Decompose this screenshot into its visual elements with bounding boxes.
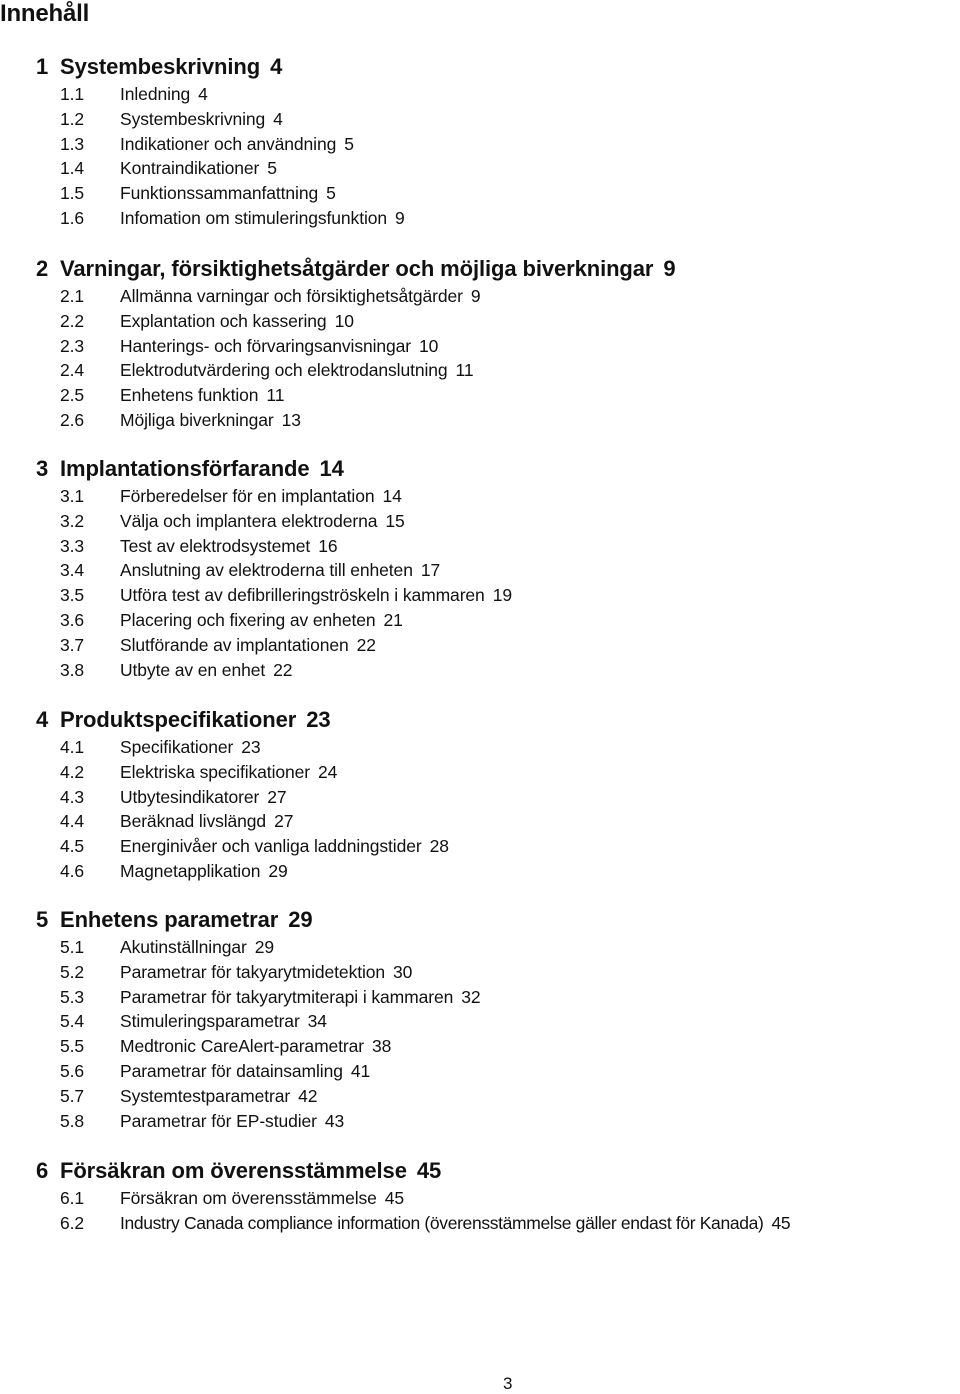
section-title: Slutförande av implantationen — [120, 634, 349, 655]
chapter-heading[interactable] — [36, 905, 960, 935]
toc-section[interactable] — [36, 206, 960, 231]
section-page-number: 23 — [241, 737, 261, 757]
toc-section[interactable] — [36, 658, 960, 683]
section-page-number: 11 — [455, 360, 474, 381]
toc-section[interactable] — [36, 735, 960, 760]
section-number: 2.5 — [60, 385, 85, 406]
section-number: 3.8 — [60, 659, 85, 680]
chapter-heading[interactable] — [36, 1156, 960, 1186]
section-title: Test av elektrodsystemet — [120, 535, 311, 556]
section-page-number: 22 — [273, 659, 293, 680]
section-page-number: 5 — [344, 133, 354, 154]
toc-chapter-2 — [36, 254, 960, 433]
toc-section[interactable] — [36, 633, 960, 658]
toc-section[interactable] — [36, 309, 960, 334]
section-page-number: 10 — [419, 335, 439, 356]
section-title: Möjliga biverkningar — [120, 409, 274, 430]
section-title: Utbytesindikatorer — [120, 786, 260, 807]
toc-chapter-1 — [36, 52, 960, 231]
toc-section[interactable] — [36, 107, 960, 132]
toc-section[interactable] — [36, 334, 960, 359]
toc-chapter-5 — [36, 905, 960, 1133]
toc-section[interactable] — [36, 785, 960, 810]
toc-section[interactable] — [36, 156, 960, 181]
toc-section[interactable] — [36, 985, 960, 1010]
section-page-number: 21 — [383, 609, 403, 630]
chapter-number: 6 — [36, 1158, 49, 1183]
section-title: Kontraindikationer — [120, 158, 260, 179]
section-page-number: 43 — [324, 1110, 345, 1131]
chapter-page-number: 29 — [288, 907, 313, 932]
section-page-number: 27 — [267, 786, 287, 807]
chapter-title: Varningar, försiktighetsåtgärder och möjliga biverkningar — [60, 256, 654, 281]
toc-section[interactable] — [36, 935, 960, 960]
section-number: 1.2 — [60, 108, 85, 129]
section-number: 5.8 — [60, 1110, 85, 1131]
section-page-number: 29 — [268, 860, 288, 881]
section-page-number: 4 — [198, 84, 208, 104]
section-title: Industry Canada compliance information (överensstämmelse gäller endast för Kanada) — [120, 1212, 764, 1233]
toc-section[interactable] — [36, 509, 960, 534]
toc-section[interactable] — [36, 1211, 960, 1236]
section-number: 4.2 — [60, 761, 85, 782]
chapter-number: 1 — [36, 54, 49, 79]
toc-section[interactable] — [36, 82, 960, 107]
section-page-number: 22 — [356, 634, 376, 655]
section-page-number: 29 — [254, 937, 274, 957]
section-number: 3.2 — [60, 510, 85, 531]
chapter-number: 2 — [36, 256, 49, 281]
section-page-number: 13 — [281, 409, 301, 430]
section-page-number: 16 — [318, 535, 338, 556]
chapter-number: 5 — [36, 907, 49, 932]
section-title: Placering och fixering av enheten — [120, 609, 376, 630]
chapter-heading[interactable] — [36, 705, 960, 735]
section-number: 5.4 — [60, 1011, 85, 1032]
section-page-number: 24 — [317, 761, 338, 782]
section-page-number: 9 — [470, 286, 481, 306]
chapter-page-number: 45 — [416, 1158, 442, 1183]
section-number: 3.4 — [60, 560, 85, 581]
section-title: Parametrar för takyarytmiterapi i kammaren — [120, 986, 454, 1007]
section-number: 4.5 — [60, 836, 85, 857]
section-number: 4.4 — [60, 811, 85, 832]
section-title: Elektriska specifikationer — [120, 761, 310, 782]
section-number: 1.4 — [60, 158, 85, 179]
toc-chapter-6 — [36, 1156, 960, 1236]
section-title: Parametrar för EP-studier — [120, 1110, 317, 1131]
section-page-number: 34 — [307, 1011, 327, 1032]
section-number: 4.1 — [60, 737, 85, 757]
toc-section[interactable] — [36, 132, 960, 157]
section-page-number: 19 — [492, 585, 512, 606]
section-number: 5.1 — [60, 937, 85, 957]
section-number: 2.2 — [60, 310, 85, 331]
toc-section[interactable] — [36, 408, 960, 433]
section-page-number: 30 — [393, 961, 413, 982]
toc-section[interactable] — [36, 1186, 960, 1211]
section-number: 2.4 — [60, 360, 85, 381]
section-title: Magnetapplikation — [120, 860, 261, 881]
section-number: 4.3 — [60, 786, 85, 807]
toc-section[interactable] — [36, 760, 960, 785]
section-number: 3.7 — [60, 634, 85, 655]
section-title: Elektrodutvärdering och elektrodanslutning — [120, 360, 448, 381]
section-page-number: 45 — [771, 1212, 791, 1233]
section-title: Utbyte av en enhet — [120, 659, 266, 680]
section-number: 5.7 — [60, 1085, 85, 1106]
chapter-page-number: 4 — [270, 54, 283, 79]
toc-section[interactable] — [36, 534, 960, 559]
toc-section[interactable] — [36, 1009, 960, 1034]
toc-chapter-3 — [36, 454, 960, 682]
section-title: Explantation och kassering — [120, 310, 327, 331]
section-title: Systemtestparametrar — [120, 1085, 291, 1106]
section-page-number: 38 — [372, 1036, 392, 1057]
toc-section[interactable] — [36, 583, 960, 608]
section-title: Välja och implantera elektroderna — [120, 510, 378, 531]
section-page-number: 28 — [429, 836, 449, 857]
section-title: Akutinställningar — [120, 937, 247, 957]
section-page-number: 5 — [267, 158, 277, 179]
chapter-page-number: 9 — [663, 256, 676, 281]
section-title: Utföra test av defibrilleringströskeln i kammaren — [120, 585, 485, 606]
section-number: 3.6 — [60, 609, 85, 630]
toc-section[interactable] — [36, 181, 960, 206]
section-number: 6.2 — [60, 1212, 85, 1233]
section-title: Försäkran om överensstämmelse — [120, 1188, 377, 1208]
section-number: 1.1 — [60, 84, 85, 104]
toc-chapter-4 — [36, 705, 960, 884]
section-title: Beräknad livslängd — [120, 811, 267, 832]
toc-section[interactable] — [36, 834, 960, 859]
toc-section[interactable] — [36, 1084, 960, 1109]
section-page-number: 32 — [461, 986, 481, 1007]
chapter-heading[interactable] — [36, 254, 960, 284]
chapter-page-number: 23 — [306, 707, 331, 732]
section-page-number: 17 — [420, 560, 441, 581]
section-number: 5.5 — [60, 1036, 85, 1057]
section-page-number: 41 — [350, 1060, 371, 1081]
section-page-number: 27 — [274, 811, 294, 832]
toc-section[interactable] — [36, 608, 960, 633]
chapter-heading[interactable] — [36, 52, 960, 82]
toc-section[interactable] — [36, 1109, 960, 1134]
page-title: Innehåll — [0, 0, 90, 27]
chapter-title: Implantationsförfarande — [60, 456, 310, 481]
section-page-number: 4 — [273, 108, 283, 129]
section-title: Enhetens funktion — [120, 385, 259, 406]
section-title: Energinivåer och vanliga laddningstider — [120, 836, 422, 857]
section-page-number: 14 — [382, 486, 402, 506]
section-page-number: 9 — [395, 207, 405, 228]
section-title: Parametrar för takyarytmidetektion — [120, 961, 386, 982]
toc-section[interactable] — [36, 358, 960, 383]
chapter-number: 4 — [36, 707, 49, 732]
toc-section[interactable] — [36, 859, 960, 884]
section-title: Inledning — [120, 84, 191, 104]
section-title: Systembeskrivning — [120, 108, 266, 129]
section-title: Infomation om stimuleringsfunktion — [120, 207, 388, 228]
toc-section[interactable] — [36, 558, 960, 583]
section-number: 5.3 — [60, 986, 85, 1007]
section-page-number: 11 — [266, 385, 285, 406]
section-number: 1.6 — [60, 207, 85, 228]
toc-section[interactable] — [36, 960, 960, 985]
section-page-number: 15 — [385, 510, 405, 531]
chapter-heading[interactable] — [36, 454, 960, 484]
section-title: Förberedelser för en implantation — [120, 486, 375, 506]
chapter-title: Försäkran om överensstämmelse — [60, 1158, 407, 1183]
section-number: 2.3 — [60, 335, 85, 356]
section-number: 1.5 — [60, 183, 85, 204]
section-number: 1.3 — [60, 133, 85, 154]
section-number: 2.1 — [60, 286, 85, 306]
section-page-number: 42 — [298, 1085, 318, 1106]
chapter-title: Systembeskrivning — [60, 54, 261, 79]
section-number: 6.1 — [60, 1188, 85, 1208]
section-number: 4.6 — [60, 860, 85, 881]
section-title: Funktionssammanfattning — [120, 183, 319, 204]
toc-section[interactable] — [36, 484, 960, 509]
section-number: 3.5 — [60, 585, 85, 606]
chapter-title: Produktspecifikationer — [60, 707, 297, 732]
section-title: Allmänna varningar och försiktighetsåtgärder — [120, 286, 463, 306]
toc-section[interactable] — [36, 809, 960, 834]
section-number: 3.3 — [60, 535, 85, 556]
toc-section[interactable] — [36, 284, 960, 309]
section-number: 3.1 — [60, 486, 85, 506]
section-number: 2.6 — [60, 409, 85, 430]
section-number: 5.6 — [60, 1060, 85, 1081]
section-title: Stimuleringsparametrar — [120, 1011, 300, 1032]
section-title: Indikationer och användning — [120, 133, 337, 154]
page-number: 3 — [503, 1374, 513, 1393]
chapter-page-number: 14 — [319, 456, 344, 481]
section-title: Specifikationer — [120, 737, 234, 757]
section-page-number: 10 — [334, 310, 354, 331]
section-title: Hanterings- och förvaringsanvisningar — [120, 335, 412, 356]
chapter-title: Enhetens parametrar — [60, 907, 279, 932]
chapter-number: 3 — [36, 456, 49, 481]
section-title: Medtronic CareAlert-parametrar — [120, 1036, 365, 1057]
section-title: Parametrar för datainsamling — [120, 1060, 343, 1081]
toc-section[interactable] — [36, 1059, 960, 1084]
section-page-number: 5 — [326, 183, 336, 204]
toc-section[interactable] — [36, 383, 960, 408]
section-number: 5.2 — [60, 961, 85, 982]
section-page-number: 45 — [384, 1188, 405, 1208]
section-title: Anslutning av elektroderna till enheten — [120, 560, 413, 581]
toc-section[interactable] — [36, 1034, 960, 1059]
